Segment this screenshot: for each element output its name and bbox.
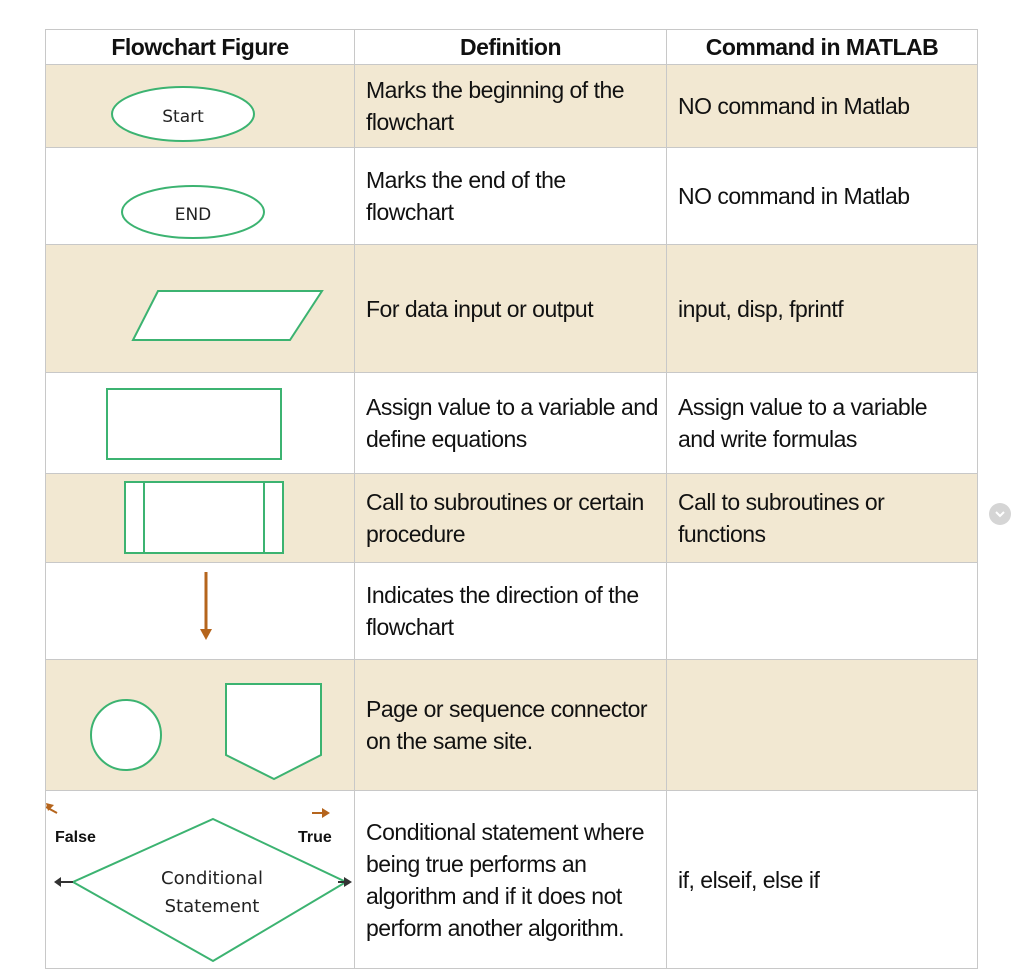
parallelogram-icon [46, 245, 355, 373]
command-cell: NO command in Matlab [667, 65, 978, 148]
table-row [46, 373, 978, 474]
figure-cell [46, 660, 355, 791]
figure-cell [46, 245, 355, 373]
command-cell: NO command in Matlab [667, 148, 978, 245]
flowchart-symbols-table [45, 29, 978, 969]
command-cell: input, disp, fprintf [667, 245, 978, 373]
start-terminal-icon [46, 65, 355, 148]
chevron-down-icon [993, 507, 1007, 521]
false-label: False [55, 829, 96, 846]
definition-cell: Page or sequence connector on the same site. [355, 660, 667, 791]
definition-cell: Call to subroutines or certain procedure [355, 474, 667, 563]
header-row [46, 30, 978, 65]
command-cell: Call to subroutines or functions [667, 474, 978, 563]
diamond-label-line1: Conditional [161, 868, 263, 889]
definition-cell: Conditional statement where being true performs an algorithm and if it does not perform another algorithm. [355, 791, 667, 969]
definition-cell: For data input or output [355, 245, 667, 373]
table-row [46, 148, 978, 245]
command-cell: if, elseif, else if [667, 791, 978, 969]
expand-button[interactable] [989, 503, 1011, 525]
command-cell [667, 660, 978, 791]
definition-cell: Assign value to a variable and define equations [355, 373, 667, 474]
diamond-label-line2: Statement [164, 896, 260, 917]
arrow-down-icon [46, 563, 355, 660]
command-cell [667, 563, 978, 660]
figure-cell [46, 373, 355, 474]
end-label: END [174, 205, 212, 225]
table-row [46, 474, 978, 563]
table-row [46, 65, 978, 148]
figure-cell [46, 563, 355, 660]
header-definition: Definition [355, 30, 667, 65]
table-row [46, 563, 978, 660]
decision-diamond-icon [46, 791, 355, 969]
subroutine-icon [46, 474, 355, 563]
table-row [46, 245, 978, 373]
off-page-connector-icon [226, 684, 321, 779]
header-figure: Flowchart Figure [46, 30, 355, 65]
on-page-connector-icon [91, 700, 161, 770]
definition-cell: Marks the beginning of the flowchart [355, 65, 667, 148]
command-cell: Assign value to a variable and write formulas [667, 373, 978, 474]
start-label: Start [162, 107, 204, 127]
true-label: True [298, 829, 332, 846]
figure-cell [46, 791, 355, 969]
figure-cell [46, 474, 355, 563]
definition-cell: Indicates the direction of the flowchart [355, 563, 667, 660]
process-rectangle-icon [46, 373, 355, 474]
figure-cell [46, 65, 355, 148]
header-command: Command in MATLAB [667, 30, 978, 65]
figure-cell [46, 148, 355, 245]
definition-cell: Marks the end of the flowchart [355, 148, 667, 245]
table-row [46, 660, 978, 791]
table-row [46, 791, 978, 969]
connectors-figure [46, 660, 355, 791]
end-terminal-icon [46, 148, 355, 245]
